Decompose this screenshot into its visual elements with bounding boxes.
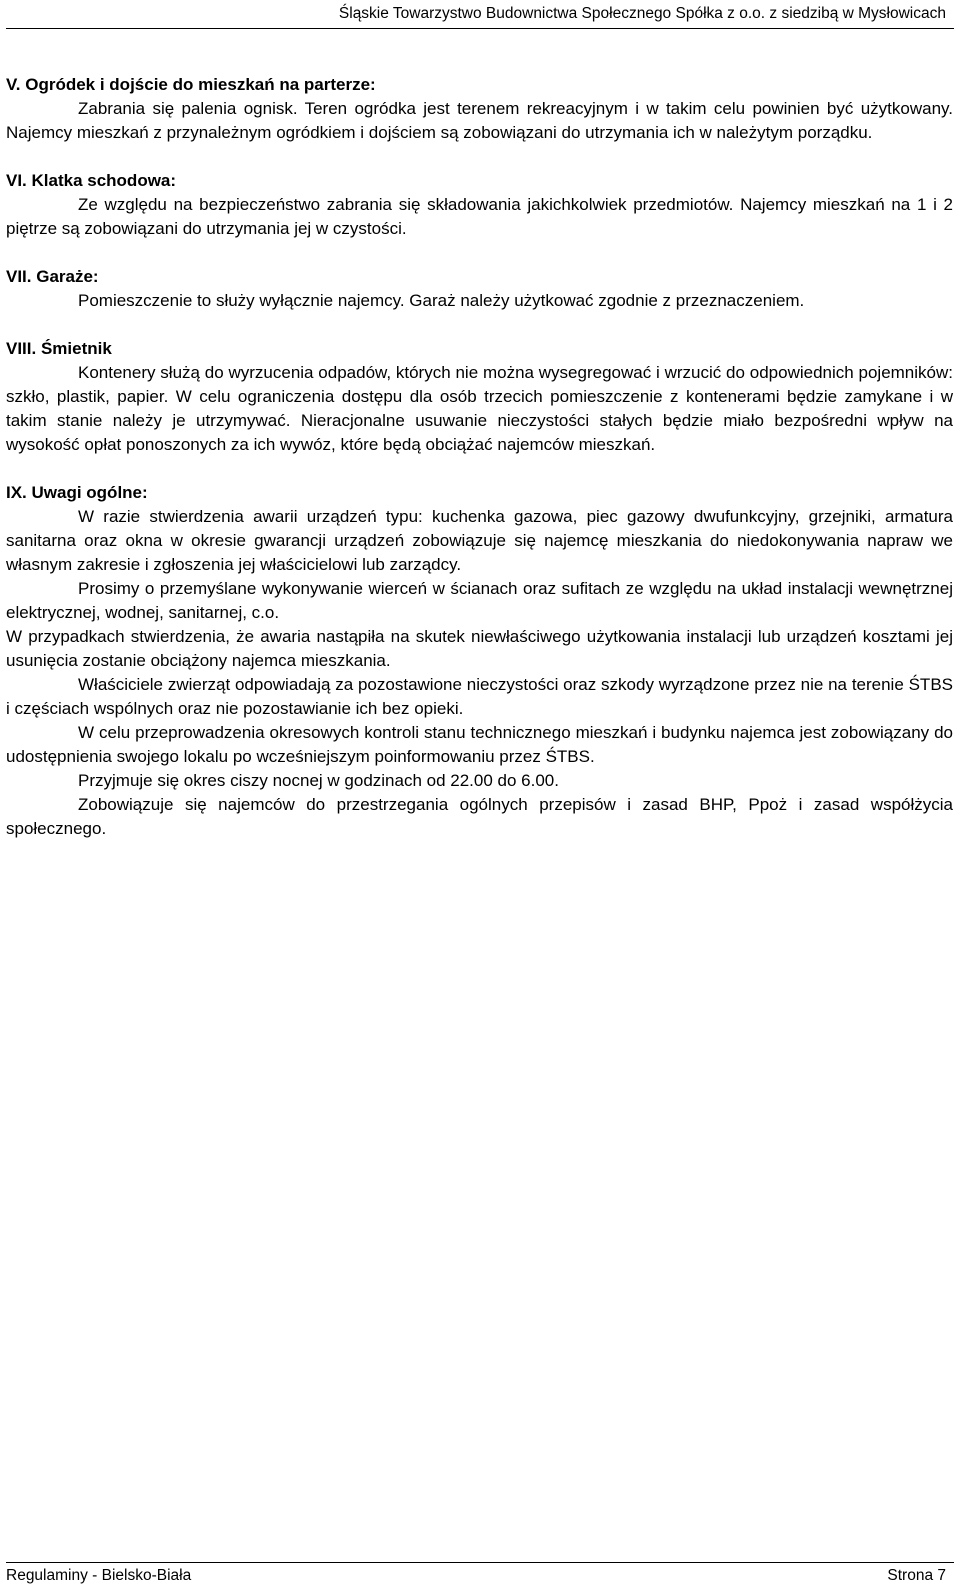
section-paragraph: W celu przeprowadzenia okresowych kontroli stanu technicznego mieszkań i budynku najemca jest zobowiązany do udostępnienia swojego lokalu po wcześniejszym poinformowaniu przez ŚTBS. <box>6 723 953 766</box>
section-paragraph: Zobowiązuje się najemców do przestrzegania ogólnych przepisów i zasad BHP, Ppoż i zasad współżycia społecznego. <box>6 795 953 838</box>
footer-divider <box>6 1562 954 1563</box>
section-paragraph: Przyjmuje się okres ciszy nocnej w godzinach od 22.00 do 6.00. <box>78 771 559 790</box>
header-divider <box>6 28 954 29</box>
section-heading: IX. Uwagi ogólne: <box>6 483 148 502</box>
section-paragraph: W razie stwierdzenia awarii urządzeń typu: kuchenka gazowa, piec gazowy dwufunkcyjny, grzejniki, armatura sanitarna oraz okna w okresie gwarancji urządzeń zobowiązuje się najemcę mieszkania do niedokonywania napraw we własnym zakresie i zgłoszenia jej właścicielowi lub zarządcy. <box>6 507 953 574</box>
section-garaze <box>6 265 953 313</box>
section-paragraph: Ze względu na bezpieczeństwo zabrania się składowania jakichkolwiek przedmiotów. Najemcy mieszkań na 1 i 2 piętrze są zobowiązani do utrzymania jej w czystości. <box>6 195 953 238</box>
section-smietnik <box>6 337 953 457</box>
section-uwagi-ogolne <box>6 481 953 841</box>
page-footer <box>0 1532 960 1592</box>
section-klatka-schodowa <box>6 169 953 241</box>
document-body <box>6 73 953 865</box>
header-company-name: Śląskie Towarzystwo Budownictwa Społecznego Spółka z o.o. z siedzibą w Mysłowicach <box>338 5 946 22</box>
section-heading: VI. Klatka schodowa: <box>6 171 177 190</box>
page-header <box>0 0 960 30</box>
section-heading: VIII. Śmietnik <box>6 339 112 358</box>
section-heading: VII. Garaże: <box>6 267 99 286</box>
section-paragraph: Prosimy o przemyślane wykonywanie wierceń w ścianach oraz sufitach ze względu na układ instalacji wewnętrznej elektrycznej, wodnej, sanitarnej, c.o. <box>6 579 953 622</box>
section-paragraph: Zabrania się palenia ognisk. Teren ogródka jest terenem rekreacyjnym i w takim celu powinien być użytkowany. Najemcy mieszkań z przynależnym ogródkiem i dojściem są zobowiązani do utrzymania ich w należytym porządku. <box>6 99 953 142</box>
section-paragraph: Właściciele zwierząt odpowiadają za pozostawione nieczystości oraz szkody wyrządzone przez nie na terenie ŚTBS i częściach wspólnych oraz nie pozostawianie ich bez opieki. <box>6 675 953 718</box>
section-paragraph: Pomieszczenie to służy wyłącznie najemcy. Garaż należy użytkować zgodnie z przeznaczeniem. <box>78 291 805 310</box>
section-paragraph: Kontenery służą do wyrzucenia odpadów, których nie można wysegregować i wrzucić do odpowiednich pojemników: szkło, plastik, papier. W celu ograniczenia dostępu dla osób trzecich pomieszczenie z kontenerami będzie zamykane i w takim stanie należy je utrzymywać. Nieracjonalne usuwanie nieczystości stałych będzie miało bezpośredni wpływ na wysokość opłat ponoszonych za ich wywóz, które będą obciążać najemców mieszkań. <box>6 363 953 454</box>
section-ogrodek <box>6 73 953 145</box>
section-paragraph: W przypadkach stwierdzenia, że awaria nastąpiła na skutek niewłaściwego użytkowania instalacji lub urządzeń kosztami jej usunięcia zostanie obciążony najemca mieszkania. <box>6 627 953 670</box>
page-number: Strona 7 <box>887 1567 946 1584</box>
section-heading: V. Ogródek i dojście do mieszkań na parterze: <box>6 75 376 94</box>
footer-document-title: Regulaminy - Bielsko-Biała <box>6 1567 192 1584</box>
